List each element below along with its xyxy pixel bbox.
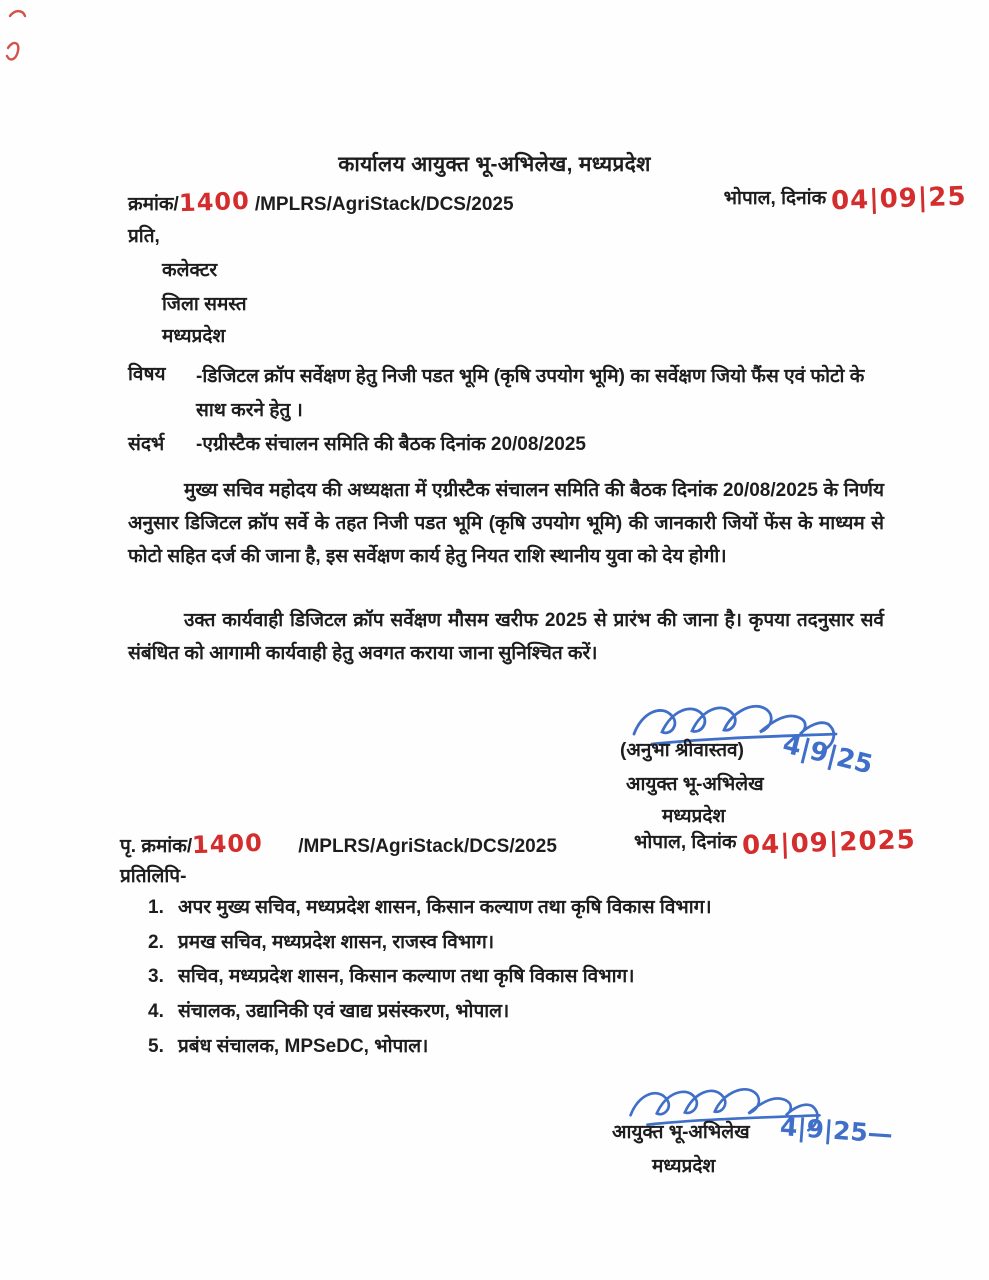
endorsement-reference-line [120, 830, 557, 858]
list-text: सचिव, मध्यप्रदेश शासन, किसान कल्याण तथा कृषि विकास विभाग। [178, 966, 635, 987]
endorsement-place-date-label: भोपाल, दिनांक [634, 832, 737, 853]
place-date-label: भोपाल, दिनांक [723, 188, 827, 209]
copy-list-item [148, 928, 948, 954]
place-date-line [723, 181, 968, 217]
copy-list-item [148, 1032, 948, 1058]
recipient-line: कलेक्टर [162, 260, 218, 281]
list-text: प्रबंध संचालक, MPSeDC, भोपाल। [178, 1036, 429, 1057]
list-number: 5. [148, 1036, 164, 1057]
copy-list-item [148, 997, 948, 1023]
list-number: 3. [148, 966, 164, 987]
endorsement-ref-number-handwritten: 1400 [191, 828, 264, 860]
list-text: प्रमख सचिव, मध्यप्रदेश शासन, राजस्व विभाग। [178, 932, 495, 953]
office-title: कार्यालय आयुक्त भू-अभिलेख, मध्यप्रदेश [338, 153, 651, 176]
signatory-state: मध्यप्रदेश [662, 806, 726, 827]
body-paragraph-2: उक्त कार्यवाही डिजिटल क्रॉप सर्वेक्षण मौसम खरीफ 2025 से प्रारंभ की जाना है। कृपया तदनुसार सर्व संबंधित को आगामी कार्यवाही हेतु अवगत कराया जाना सुनिश्चित करें। [128, 610, 884, 664]
signatory-designation: आयुक्त भू-अभिलेख [626, 774, 764, 795]
copy-list-item [148, 893, 948, 919]
signatory-designation: आयुक्त भू-अभिलेख [612, 1122, 750, 1143]
subject-text: -डिजिटल क्रॉप सर्वेक्षण हेतु निजी पडत भूमि (कृषि उपयोग भूमि) का सर्वेक्षण जियो फैंस एवं फोटो के साथ करने हेतु । [196, 366, 865, 421]
signature-date-handwritten: 4|9|25— [779, 1112, 894, 1149]
salutation: प्रति, [128, 226, 160, 247]
ref-number-handwritten: 1400 [178, 186, 251, 218]
signatory-state: मध्यप्रदेश [652, 1156, 716, 1177]
copies-label: प्रतिलिपि- [120, 866, 187, 887]
endorsement-ref-label: पृ. क्रमांक/ [120, 836, 193, 857]
ref-label: क्रमांक/ [128, 194, 179, 215]
list-text: अपर मुख्य सचिव, मध्यप्रदेश शासन, किसान कल्याण तथा कृषि विकास विभाग। [178, 897, 712, 918]
corner-pen-marks-icon [2, 4, 42, 84]
copy-list-item [148, 962, 948, 988]
endorsement-ref-suffix: /MPLRS/AgriStack/DCS/2025 [298, 836, 557, 857]
signatory-name: (अनुभा श्रीवास्तव) [620, 740, 744, 761]
list-number: 2. [148, 932, 164, 953]
date-handwritten: 04|09|25 [830, 181, 968, 217]
list-number: 1. [148, 897, 164, 918]
recipient-line: जिला समस्त [162, 294, 247, 315]
recipient-line: मध्यप्रदेश [162, 326, 226, 347]
endorsement-date-handwritten: 04|09|2025 [741, 824, 916, 862]
ref-suffix: /MPLRS/AgriStack/DCS/2025 [254, 194, 514, 215]
context-text: -एग्रीस्टैक संचालन समिति की बैठक दिनांक 20/08/2025 [196, 434, 586, 455]
endorsement-place-date-line [634, 824, 916, 862]
subject-label: विषय [128, 364, 166, 385]
list-number: 4. [148, 1001, 164, 1022]
context-label: संदर्भ [128, 434, 165, 455]
list-text: संचालक, उद्यानिकी एवं खाद्य प्रसंस्करण, भोपाल। [178, 1001, 510, 1022]
reference-number-line [128, 188, 514, 216]
body-paragraph-1: मुख्य सचिव महोदय की अध्यक्षता में एग्रीस्टैक संचालन समिति की बैठक दिनांक 20/08/2025 के निर्णय अनुसार डिजिटल क्रॉप सर्वे के तहत निजी पडत भूमि (कृषि उपयोग भूमि) की जानकारी जियों फेंस के माध्यम से फोटो सहित दर्ज की जाना है, इस सर्वेक्षण कार्य हेतु नियत राशि स्थानीय युवा को देय होगी। [128, 480, 884, 567]
signature-date-handwritten: 4|9|25 [779, 729, 876, 781]
